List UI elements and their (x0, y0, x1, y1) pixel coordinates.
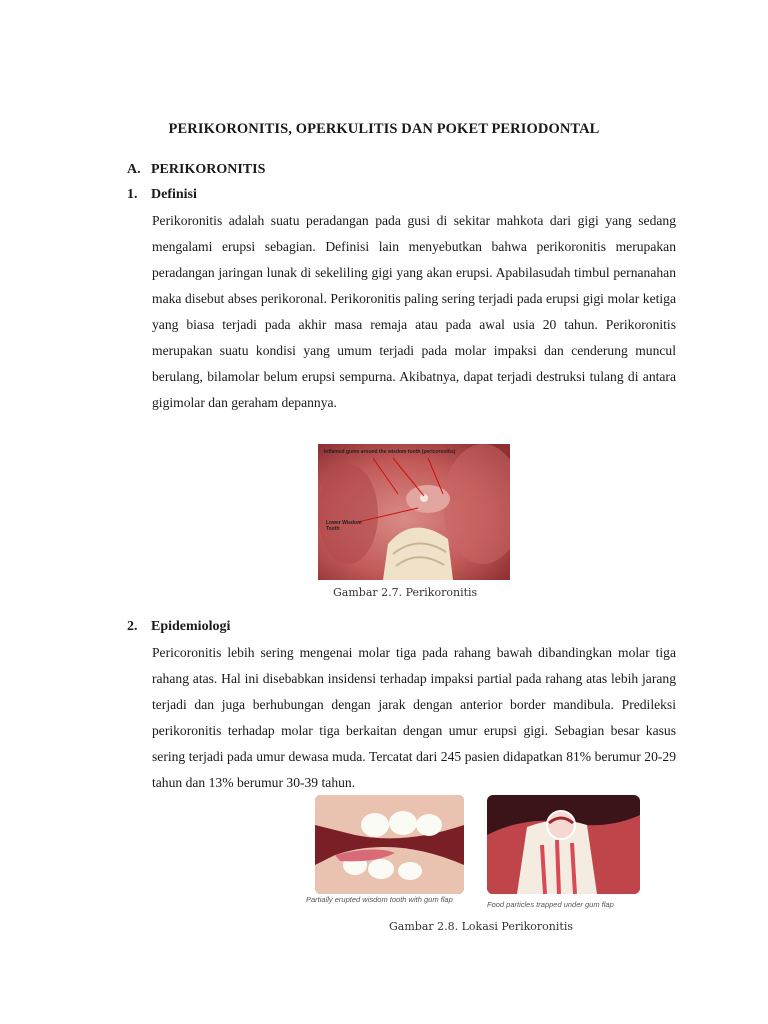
erupted-tooth-graphic (315, 795, 464, 894)
figure1-label-bottom: Lower Wisdom Tooth (326, 520, 362, 532)
section-a-title: PERIKORONITIS (151, 162, 266, 177)
figure2-right-caption: Food particles trapped under gum flap (487, 900, 614, 909)
sub2-heading (127, 619, 230, 635)
definition-paragraph: Perikoronitis adalah suatu peradangan pada gusi di sekitar mahkota dari gigi yang sedang mengalami erupsi sebagian. Definisi lain menyebutkan bahwa perikoronitis merupakan peradangan jaringan lunak di sekeliling gigi yang akan erupsi. Apabilasudah timbul pernanahan maka disebut abses perikoronal. Perikoronitis paling sering terjadi pada erupsi gigi molar ketiga yang biasa terjadi pada akhir masa remaja atau pada awal usia 20 tahun. Perikoronitis merupakan suatu kondisi yang umum terjadi pada molar impaksi dan cenderung muncul berulang, bilamolar belum erupsi sempurna. Akibatnya, dapat terjadi destruksi tulang di antara gigimolar dan geraham depannya. (152, 213, 676, 410)
figure1-caption: Gambar 2.7. Perikoronitis (333, 586, 478, 599)
figure2-caption: Gambar 2.8. Lokasi Perikoronitis (389, 920, 573, 933)
figure2-left-caption: Partially erupted wisdom tooth with gum flap (306, 895, 453, 904)
epidemiology-paragraph: Pericoronitis lebih sering mengenai molar tiga pada rahang bawah dibandingkan molar tiga rahang atas. Hal ini disebabkan insidensi terhadap impaksi partial pada rahang atas lebih jarang terjadi dan juga berhubungan dengan jarak dengan anterior border mandibula. Predileksi perikoronitis terhadap molar tiga berkaitan dengan umur erupsi gigi. Sebagian besar kasus sering terjadi pada umur dewasa muda. Tercatat dari 245 pasien didapatkan 81% berumur 20-29 tahun dan 13% berumur 30-39 tahun. (152, 645, 676, 790)
sub1-title: Definisi (151, 187, 197, 202)
figure1-label-top: Inflamed gums around the wisdom tooth (pericoronitis) (324, 449, 456, 455)
pericoronitis-photo (318, 444, 510, 580)
gum-flap-diagram (487, 795, 640, 894)
sub2-number: 2. (127, 619, 138, 634)
sub1-heading (127, 187, 197, 203)
page-title: PERIKORONITIS, OPERKULITIS DAN POKET PERIODONTAL (168, 121, 600, 137)
erupted-tooth-photo (315, 795, 464, 894)
sub1-number: 1. (127, 187, 138, 202)
section-a-heading (127, 162, 265, 178)
pericoronitis-photo-graphic (318, 444, 510, 580)
section-a-letter: A. (127, 162, 141, 177)
gum-flap-graphic (487, 795, 640, 894)
sub2-title: Epidemiologi (151, 619, 231, 634)
